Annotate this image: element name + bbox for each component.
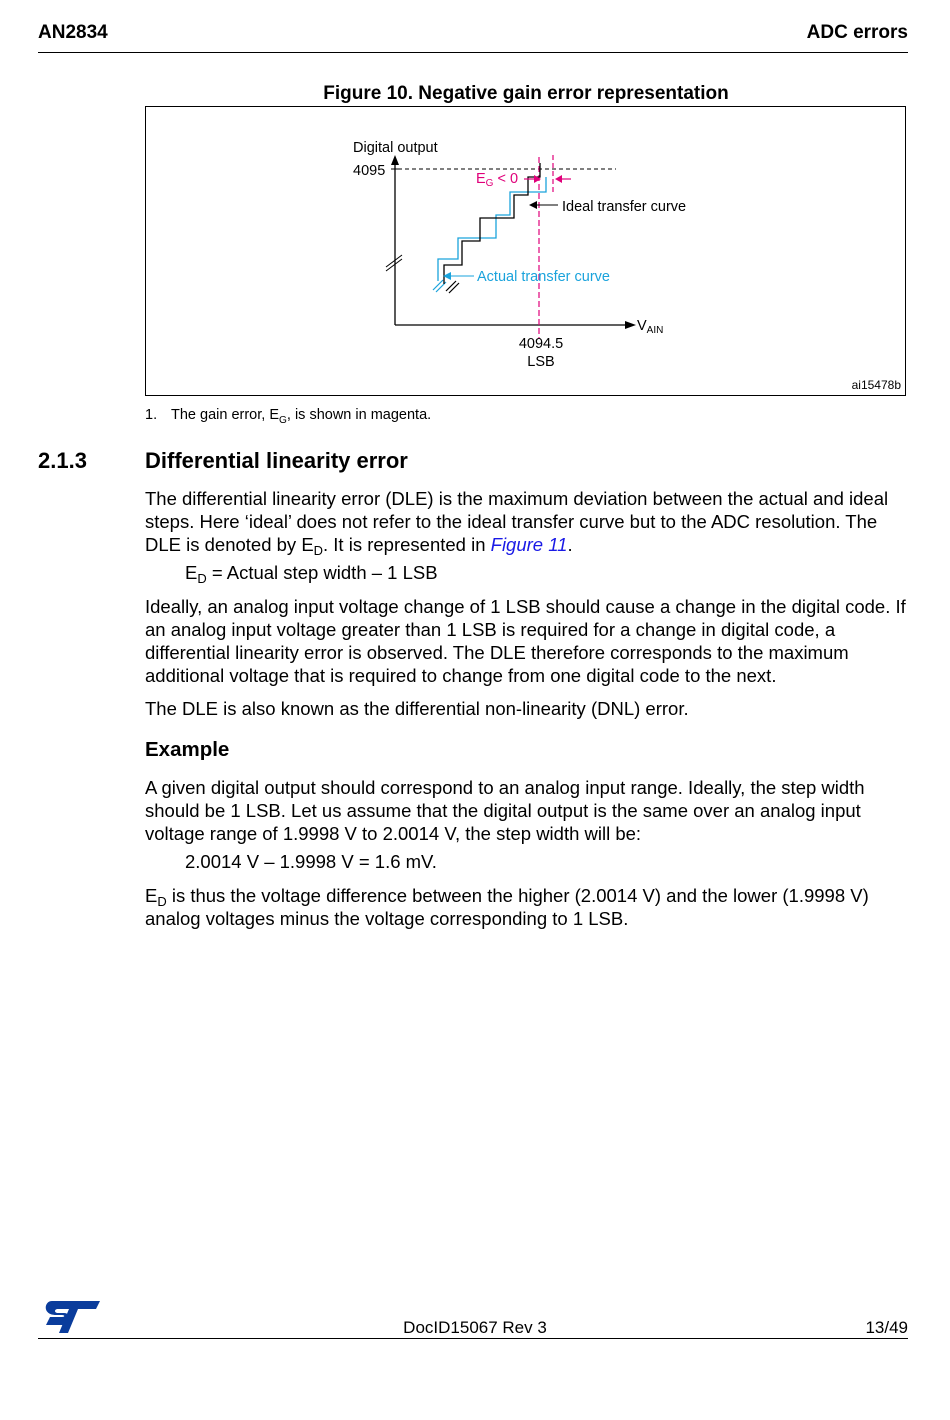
paragraph-dnl (145, 697, 910, 720)
section-header: ADC errors (806, 22, 908, 43)
gain-error-diagram (146, 107, 906, 395)
x-axis-arrow (625, 321, 636, 329)
figure-note (145, 407, 432, 426)
para1-text: The differential linearity error (DLE) is the maximum deviation between the actual and ideal steps. Here ‘ideal’ does not refer to the ideal transfer curve but to the ADC resolution. The DLE is denoted by E (145, 488, 889, 555)
eg-label (476, 171, 518, 189)
formula1-sub: D (197, 571, 207, 586)
paragraph-dle-definition (145, 487, 910, 556)
ideal-curve-label: Ideal transfer curve (562, 199, 687, 215)
note-pre: The gain error, E (171, 407, 279, 423)
eg-main: E (476, 171, 486, 187)
para1-sub: D (313, 543, 324, 558)
x-axis-sub: AIN (646, 325, 664, 336)
example-heading: Example (145, 738, 230, 761)
x-axis-main: V (637, 318, 647, 334)
figure-frame (145, 106, 906, 396)
figure-title: Figure 10. Negative gain error representation (323, 83, 729, 104)
para1-end: . (567, 534, 573, 555)
para5-sub: D (157, 894, 167, 909)
formula1-rest: = Actual step width – 1 LSB (206, 562, 438, 583)
doc-id: DocID15067 Rev 3 (403, 1318, 547, 1337)
x-tick-value: 4094.5 (518, 336, 564, 352)
para2-text: Ideally, an analog input voltage change of 1 LSB should cause a change in the digital code. If an analog input voltage greater than 1 LSB is required for a change in digital code, a differential linearity error is observed. The DLE therefore corresponds to the maximum additional voltage that is required to change from one digital code to the next. (145, 596, 906, 686)
footer-rule (38, 1338, 908, 1339)
eg-rest: < 0 (493, 171, 519, 187)
note-number: 1. (145, 407, 158, 423)
document-number: AN2834 (38, 22, 108, 43)
para1-mid: . It is represented in (323, 534, 491, 555)
ideal-curve-break (449, 283, 459, 293)
ideal-callout-arrow (529, 201, 537, 209)
note-sub: G (279, 415, 287, 426)
actual-curve-break (433, 280, 443, 290)
eg-sub: G (485, 178, 494, 189)
section-number: 2.1.3 (38, 448, 87, 473)
para3-text: The DLE is also known as the differential non-linearity (DNL) error. (145, 698, 689, 719)
section-title: Differential linearity error (145, 448, 408, 473)
paragraph-ed-conclusion (145, 884, 910, 930)
paragraph-example (145, 776, 910, 845)
eg-arrowhead-right (555, 175, 562, 183)
x-tick-unit: LSB (527, 354, 555, 370)
x-axis-label (637, 318, 663, 336)
y-axis-label: Digital output (353, 140, 438, 156)
formula-step-width (145, 850, 950, 873)
figure-11-link[interactable]: Figure 11 (490, 534, 568, 555)
para5-rest: is thus the voltage difference between the higher (2.0014 V) and the lower (1.9998 V) analog voltages minus the voltage corresponding to 1 LSB. (145, 885, 869, 929)
para5-pre: E (145, 885, 158, 906)
formula2-text: 2.0014 V – 1.9998 V = 1.6 mV. (185, 851, 437, 872)
formula-ed (145, 561, 950, 584)
para4-text: A given digital output should correspond to an analog input range. Ideally, the step width should be 1 LSB. Let us assume that the digital output is the same over an analog input voltage range of 1.9998 V to 2.0014 V, the step width will be: (145, 777, 865, 844)
figure-id: ai15478b (851, 378, 901, 392)
y-tick-label: 4095 (353, 163, 386, 179)
paragraph-ideal-change (145, 595, 910, 687)
page-number: 13/49 (865, 1318, 908, 1337)
header-rule (38, 52, 908, 53)
y-axis-arrow (391, 155, 399, 165)
actual-curve-label: Actual transfer curve (477, 269, 610, 285)
ideal-curve-break (446, 281, 456, 291)
formula1-pre: E (185, 562, 198, 583)
note-post: , is shown in magenta. (286, 407, 432, 423)
